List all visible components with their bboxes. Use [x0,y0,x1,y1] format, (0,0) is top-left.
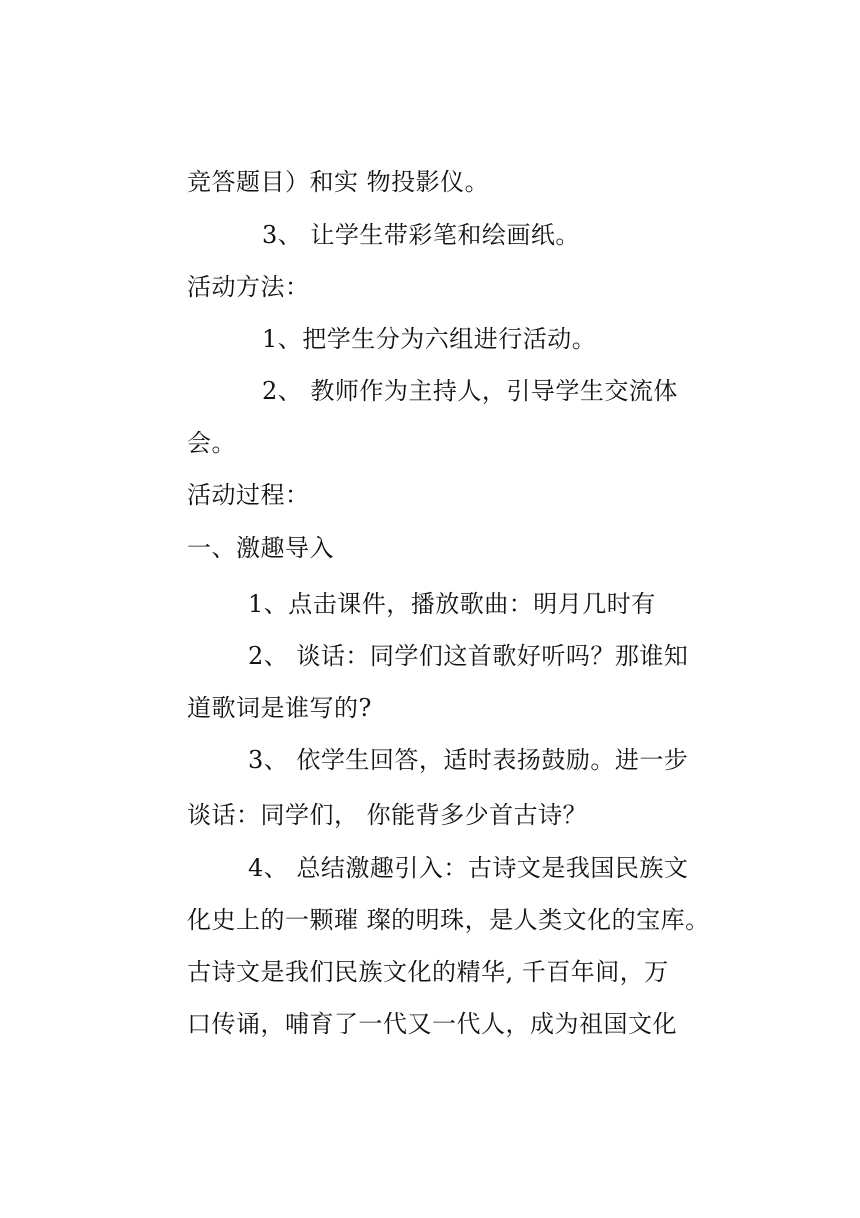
text-line-10: 2、 谈话：同学们这首歌好听吗？那谁知 [248,642,689,670]
section-heading-intro: 一、激趣导入 [187,534,334,562]
text-line-9: 1、点击课件，播放歌曲：明月几时有 [248,590,656,618]
text-line-4: 1、把学生分为六组进行活动。 [262,325,597,353]
section-heading-activity-method: 活动方法： [187,273,310,301]
text-line-2: 3、 让学生带彩笔和绘画纸。 [262,221,580,249]
text-line-16: 古诗文是我们民族文化的精华, 千百年间，万 [187,958,669,986]
text-line-1: 竞答题目）和实 物投影仪。 [187,168,490,196]
text-line-17: 口传诵，哺育了一代又一代人，成为祖国文化 [187,1010,677,1038]
text-line-15: 化史上的一颗璀 璨的明珠，是人类文化的宝库。 [187,906,710,934]
text-line-13: 谈话：同学们， 你能背多少首古诗？ [187,801,588,829]
text-line-6: 会。 [187,429,236,457]
text-line-5: 2、 教师作为主持人，引导学生交流体 [262,377,678,405]
text-line-12: 3、 依学生回答，适时表扬鼓励。进一步 [248,746,689,774]
text-line-14: 4、 总结激趣引入：古诗文是我国民族文 [248,854,689,882]
section-heading-activity-process: 活动过程： [187,481,310,509]
text-line-11: 道歌词是谁写的? [187,694,372,722]
